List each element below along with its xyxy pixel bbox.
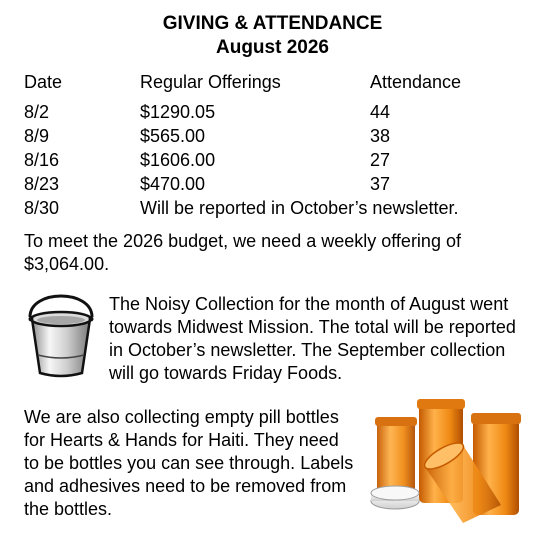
offering-cell: $1290.05 — [140, 102, 216, 122]
attendance-header: Attendance — [370, 72, 462, 92]
offering-cell: $1606.00 — [140, 150, 216, 170]
page-subtitle: August 2026 — [216, 37, 329, 58]
pill-bottles-paragraph: We are also collecting empty pill bottles for Hearts & Hands for Haiti. They need to be bottles you can see through. Labels and adhesives need to be removed from the bottles. — [24, 407, 354, 519]
note-cell: Will be reported in October’s newsletter. — [140, 198, 459, 218]
date-cell: 8/16 — [24, 150, 60, 170]
date-cell: 8/2 — [24, 102, 50, 122]
page-title: GIVING & ATTENDANCE — [162, 13, 383, 34]
date-cell: 8/30 — [24, 198, 60, 218]
date-cell: 8/23 — [24, 174, 60, 194]
date-header: Date — [24, 72, 63, 92]
offerings-header: Regular Offerings — [140, 72, 281, 92]
budget-paragraph: To meet the 2026 budget, we need a weekly offering of $3,064.00. — [24, 231, 461, 274]
attendance-cell: 37 — [370, 174, 391, 194]
attendance-cell: 27 — [370, 150, 391, 170]
offering-cell: $565.00 — [140, 126, 206, 146]
pill-bottles-image — [355, 397, 538, 524]
date-cell: 8/9 — [24, 126, 50, 146]
attendance-cell: 44 — [370, 102, 391, 122]
bucket-icon — [22, 293, 100, 378]
noisy-collection-paragraph: The Noisy Collection for the month of August went towards Midwest Mission. The total will be reported in October’s newsletter. The September collection will go towards Friday Foods. — [109, 294, 516, 383]
offering-cell: $470.00 — [140, 174, 206, 194]
attendance-cell: 38 — [370, 126, 391, 146]
